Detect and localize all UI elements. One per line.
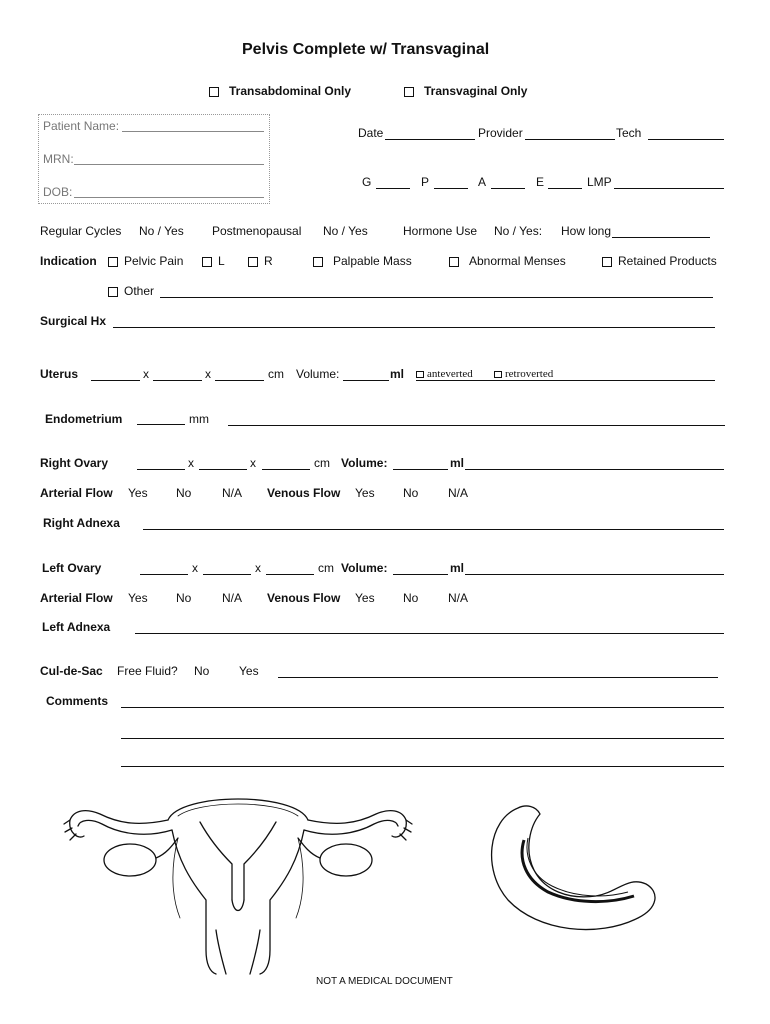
right-adnexa-label: Right Adnexa xyxy=(43,516,120,530)
anteverted-option[interactable] xyxy=(416,368,473,380)
surgical-hx-field[interactable] xyxy=(113,327,715,328)
times-sign: x xyxy=(205,367,211,381)
ml-unit: ml xyxy=(450,456,465,470)
option-label: anteverted xyxy=(427,368,473,380)
how-long-field[interactable] xyxy=(612,237,710,238)
right-ovary-dim1-field[interactable] xyxy=(137,469,185,470)
indication-right[interactable] xyxy=(248,254,273,268)
checkbox[interactable] xyxy=(202,257,212,267)
right-arterial-yes[interactable]: Yes xyxy=(128,486,148,500)
indication-left[interactable] xyxy=(202,254,225,268)
retroverted-option[interactable] xyxy=(494,368,553,380)
left-arterial-yes[interactable]: Yes xyxy=(128,591,148,605)
free-fluid-no[interactable]: No xyxy=(194,664,210,678)
left-ovary-volume-field[interactable] xyxy=(393,574,448,575)
para-label: P xyxy=(421,175,430,189)
volume-text: Volume: xyxy=(296,367,340,381)
right-venous-flow-label: Venous Flow xyxy=(267,486,341,500)
transvaginal-label: Transvaginal Only xyxy=(424,84,528,98)
ml-unit: ml xyxy=(450,561,465,575)
left-arterial-na[interactable]: N/A xyxy=(222,591,243,605)
patient-name-label: Patient Name: xyxy=(43,119,120,133)
comments-label: Comments xyxy=(46,694,109,708)
times-sign: x xyxy=(250,456,256,470)
dob-label: DOB: xyxy=(43,185,73,199)
uterus-dim2-field[interactable] xyxy=(153,380,202,381)
left-ovary-volume-label: Volume: xyxy=(341,561,388,575)
ectopic-label: E xyxy=(536,175,545,189)
times-sign: x xyxy=(192,561,198,575)
left-venous-na[interactable]: N/A xyxy=(448,591,469,605)
indication-pelvic-pain[interactable] xyxy=(108,254,183,268)
uterus-dim1-field[interactable] xyxy=(91,380,140,381)
left-adnexa-field[interactable] xyxy=(135,633,724,634)
cm-unit: cm xyxy=(318,561,334,575)
checkbox[interactable] xyxy=(494,371,502,378)
free-fluid-yes[interactable]: Yes xyxy=(239,664,259,678)
mrn-label: MRN: xyxy=(43,152,74,166)
provider-label: Provider xyxy=(478,126,523,140)
gravida-label: G xyxy=(362,175,372,189)
right-ovary-dim2-field[interactable] xyxy=(199,469,247,470)
left-ovary-notes-field[interactable] xyxy=(465,574,724,575)
comments-line-2[interactable] xyxy=(121,738,724,739)
disclaimer-text: NOT A MEDICAL DOCUMENT xyxy=(316,976,453,987)
mm-unit: mm xyxy=(189,412,209,426)
indication-other[interactable] xyxy=(108,284,154,298)
right-venous-yes[interactable]: Yes xyxy=(355,486,375,500)
checkbox[interactable] xyxy=(313,257,323,267)
right-adnexa-field[interactable] xyxy=(143,529,724,530)
checkbox[interactable] xyxy=(449,257,459,267)
date-field[interactable] xyxy=(385,139,475,140)
how-long-label: How long xyxy=(561,224,612,238)
transvaginal-only-option[interactable] xyxy=(404,84,527,98)
uterus-label: Uterus xyxy=(40,367,79,381)
cm-unit: cm xyxy=(268,367,284,381)
uterus-volume-label xyxy=(296,367,339,381)
ml-unit: ml xyxy=(390,367,405,381)
para-field[interactable] xyxy=(434,188,468,189)
ectopic-field[interactable] xyxy=(548,188,582,189)
postmenopausal-label: Postmenopausal xyxy=(212,224,302,238)
right-venous-na[interactable]: N/A xyxy=(448,486,469,500)
option-label: R xyxy=(264,254,273,268)
times-sign: x xyxy=(188,456,194,470)
right-ovary-volume-label: Volume: xyxy=(341,456,388,470)
left-ovary-dim1-field[interactable] xyxy=(140,574,188,575)
left-venous-no[interactable]: No xyxy=(403,591,419,605)
cul-de-sac-label: Cul-de-Sac xyxy=(40,664,103,678)
checkbox[interactable] xyxy=(248,257,258,267)
uterus-volume-field[interactable] xyxy=(343,380,389,381)
hormone-use-label: Hormone Use xyxy=(403,224,478,238)
abortus-label: A xyxy=(478,175,487,189)
transvaginal-checkbox[interactable] xyxy=(404,87,414,97)
transabdominal-label: Transabdominal Only xyxy=(229,84,352,98)
gravida-field[interactable] xyxy=(376,188,410,189)
right-arterial-na[interactable]: N/A xyxy=(222,486,243,500)
patient-name-field[interactable] xyxy=(122,131,264,132)
option-label: Other xyxy=(124,284,155,298)
other-field[interactable] xyxy=(160,297,713,298)
hormone-use-options[interactable]: No / Yes: xyxy=(494,224,543,238)
tech-field[interactable] xyxy=(648,139,724,140)
surgical-hx-label: Surgical Hx xyxy=(40,314,107,328)
indication-label: Indication xyxy=(40,254,97,268)
right-ovary-label: Right Ovary xyxy=(40,456,109,470)
uterus-dim3-field[interactable] xyxy=(215,380,264,381)
transabdominal-only-option[interactable] xyxy=(209,84,351,98)
right-arterial-flow-label: Arterial Flow xyxy=(40,486,113,500)
checkbox[interactable] xyxy=(108,287,118,297)
lmp-field[interactable] xyxy=(614,188,724,189)
option-label: Palpable Mass xyxy=(333,254,412,268)
right-ovary-volume-field[interactable] xyxy=(393,469,448,470)
page-title: Pelvis Complete w/ Transvaginal xyxy=(242,41,490,58)
left-ovary-dim3-field[interactable] xyxy=(266,574,314,575)
regular-cycles-options[interactable]: No / Yes xyxy=(139,224,184,238)
option-label: L xyxy=(218,254,225,268)
left-arterial-flow-label: Arterial Flow xyxy=(40,591,113,605)
times-sign: x xyxy=(143,367,149,381)
right-arterial-no[interactable]: No xyxy=(176,486,192,500)
checkbox[interactable] xyxy=(416,371,424,378)
times-sign: x xyxy=(255,561,261,575)
abortus-field[interactable] xyxy=(491,188,525,189)
left-ovary-label: Left Ovary xyxy=(42,561,102,575)
dob-field[interactable] xyxy=(74,197,264,198)
endometrium-field[interactable] xyxy=(137,424,185,425)
right-venous-no[interactable]: No xyxy=(403,486,419,500)
endometrium-notes-field[interactable] xyxy=(228,425,725,426)
cul-de-sac-notes-field[interactable] xyxy=(278,677,718,678)
cm-unit: cm xyxy=(314,456,330,470)
indication-abnormal-menses[interactable] xyxy=(449,254,566,268)
option-label: Retained Products xyxy=(618,254,717,268)
provider-field[interactable] xyxy=(525,139,615,140)
indication-palpable-mass[interactable] xyxy=(313,254,412,268)
left-ovary-dim2-field[interactable] xyxy=(203,574,251,575)
lmp-label: LMP xyxy=(587,175,612,189)
uterus-anatomy-diagram xyxy=(60,780,416,976)
right-ovary-dim3-field[interactable] xyxy=(262,469,310,470)
comments-line-3[interactable] xyxy=(121,766,724,767)
sagittal-uterus-diagram xyxy=(478,800,664,940)
left-venous-yes[interactable]: Yes xyxy=(355,591,375,605)
transabdominal-checkbox[interactable] xyxy=(209,87,219,97)
option-label: Pelvic Pain xyxy=(124,254,184,268)
regular-cycles-label: Regular Cycles xyxy=(40,224,122,238)
tech-label: Tech xyxy=(616,126,642,140)
comments-line-1[interactable] xyxy=(121,707,724,708)
indication-retained-products[interactable] xyxy=(602,254,717,268)
left-venous-flow-label: Venous Flow xyxy=(267,591,341,605)
date-label: Date xyxy=(358,126,384,140)
right-ovary-notes-field[interactable] xyxy=(465,469,724,470)
left-adnexa-label: Left Adnexa xyxy=(42,620,111,634)
free-fluid-label: Free Fluid? xyxy=(117,664,178,678)
endometrium-label: Endometrium xyxy=(45,412,123,426)
uterus-notes-field[interactable] xyxy=(416,380,715,381)
option-label: retroverted xyxy=(505,368,554,380)
postmenopausal-options[interactable]: No / Yes xyxy=(323,224,368,238)
mrn-field[interactable] xyxy=(74,164,264,165)
checkbox[interactable] xyxy=(602,257,612,267)
left-arterial-no[interactable]: No xyxy=(176,591,192,605)
checkbox[interactable] xyxy=(108,257,118,267)
option-label: Abnormal Menses xyxy=(469,254,566,268)
